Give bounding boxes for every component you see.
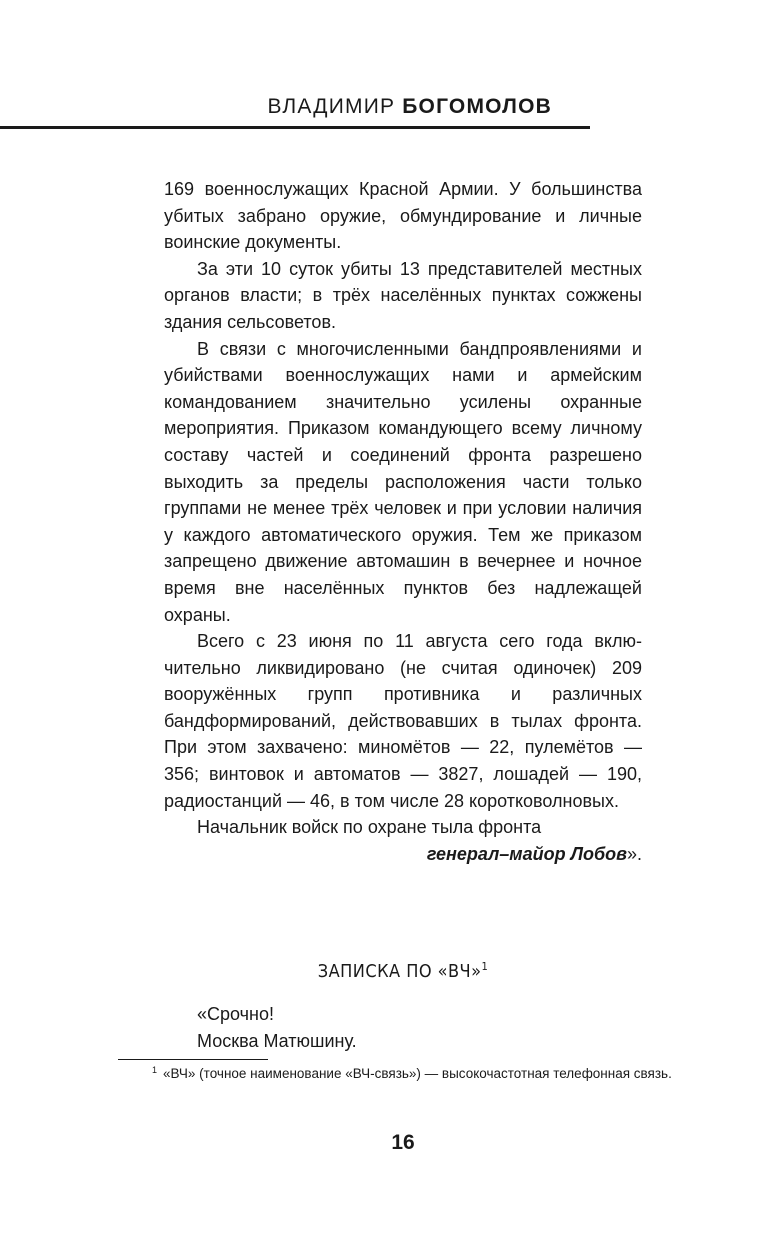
section-heading xyxy=(40,961,765,982)
footnote-mark: 1 xyxy=(152,1064,158,1075)
footnote xyxy=(118,1063,694,1084)
body-text xyxy=(164,176,642,867)
letter-opening xyxy=(197,1001,357,1054)
section-title: ЗАПИСКА ПО «ВЧ» xyxy=(317,961,482,982)
signature-title: Начальник войск по охране тыла фронта xyxy=(197,817,542,838)
signature-line xyxy=(164,841,642,868)
footnote-text: «ВЧ» (точное наименование «ВЧ-связь») — высокочастотная телефонная связь. xyxy=(163,1066,672,1081)
section-footnote-ref: 1 xyxy=(481,960,489,973)
paragraph-3: В связи с многочисленными бандпроявлениями и убийствами военнослужащих нами и армейским командованием значительно усилены охранные мероприятия. Приказом командующего всему личному составу частей и соединений фронта разрешено выходить за пределы расположения части только группами не менее трёх человек и при условии наличия у каждого автоматического оружия. Тем же приказом запрещено движение автомашин в вечернее и ночное время вне населённых пунктов без надлежащей охраны. xyxy=(164,338,642,625)
header-author xyxy=(267,95,552,119)
running-header xyxy=(0,93,590,129)
paragraph-2: За эти 10 суток убиты 13 представителей местных органов власти; в трёх населённых пунктах сожжены здания сельсоветов. xyxy=(164,258,642,332)
signature-closing: ». xyxy=(626,843,642,864)
header-author-first: ВЛАДИМИР xyxy=(267,95,396,118)
page-number: 16 xyxy=(391,1131,415,1154)
signature-name: генерал–майор Лобов xyxy=(426,843,627,864)
paragraph-1: 169 военнослужащих Красной Армии. У большинства убитых забрано оружие, обмундирование и личные воинские документы. xyxy=(164,179,642,253)
letter-line-2: Москва Матюшину. xyxy=(197,1030,357,1051)
letter-line-1: «Срочно! xyxy=(197,1004,274,1024)
header-author-last: БОГОМОЛОВ xyxy=(402,95,552,118)
paragraph-4: Всего с 23 июня по 11 августа сего года включительно ликвидировано (не считая одиночек) 209 вооружённых групп противника и различных бандформирований, действовавших в тылах фронта. При этом захвачено: миномётов — 22, пулемётов — 356; винтовок и автоматов — 3827, лошадей — 190, радиостанций — 46, в том числе 28 коротковолновых. xyxy=(164,631,642,811)
footnote-divider xyxy=(118,1059,268,1060)
